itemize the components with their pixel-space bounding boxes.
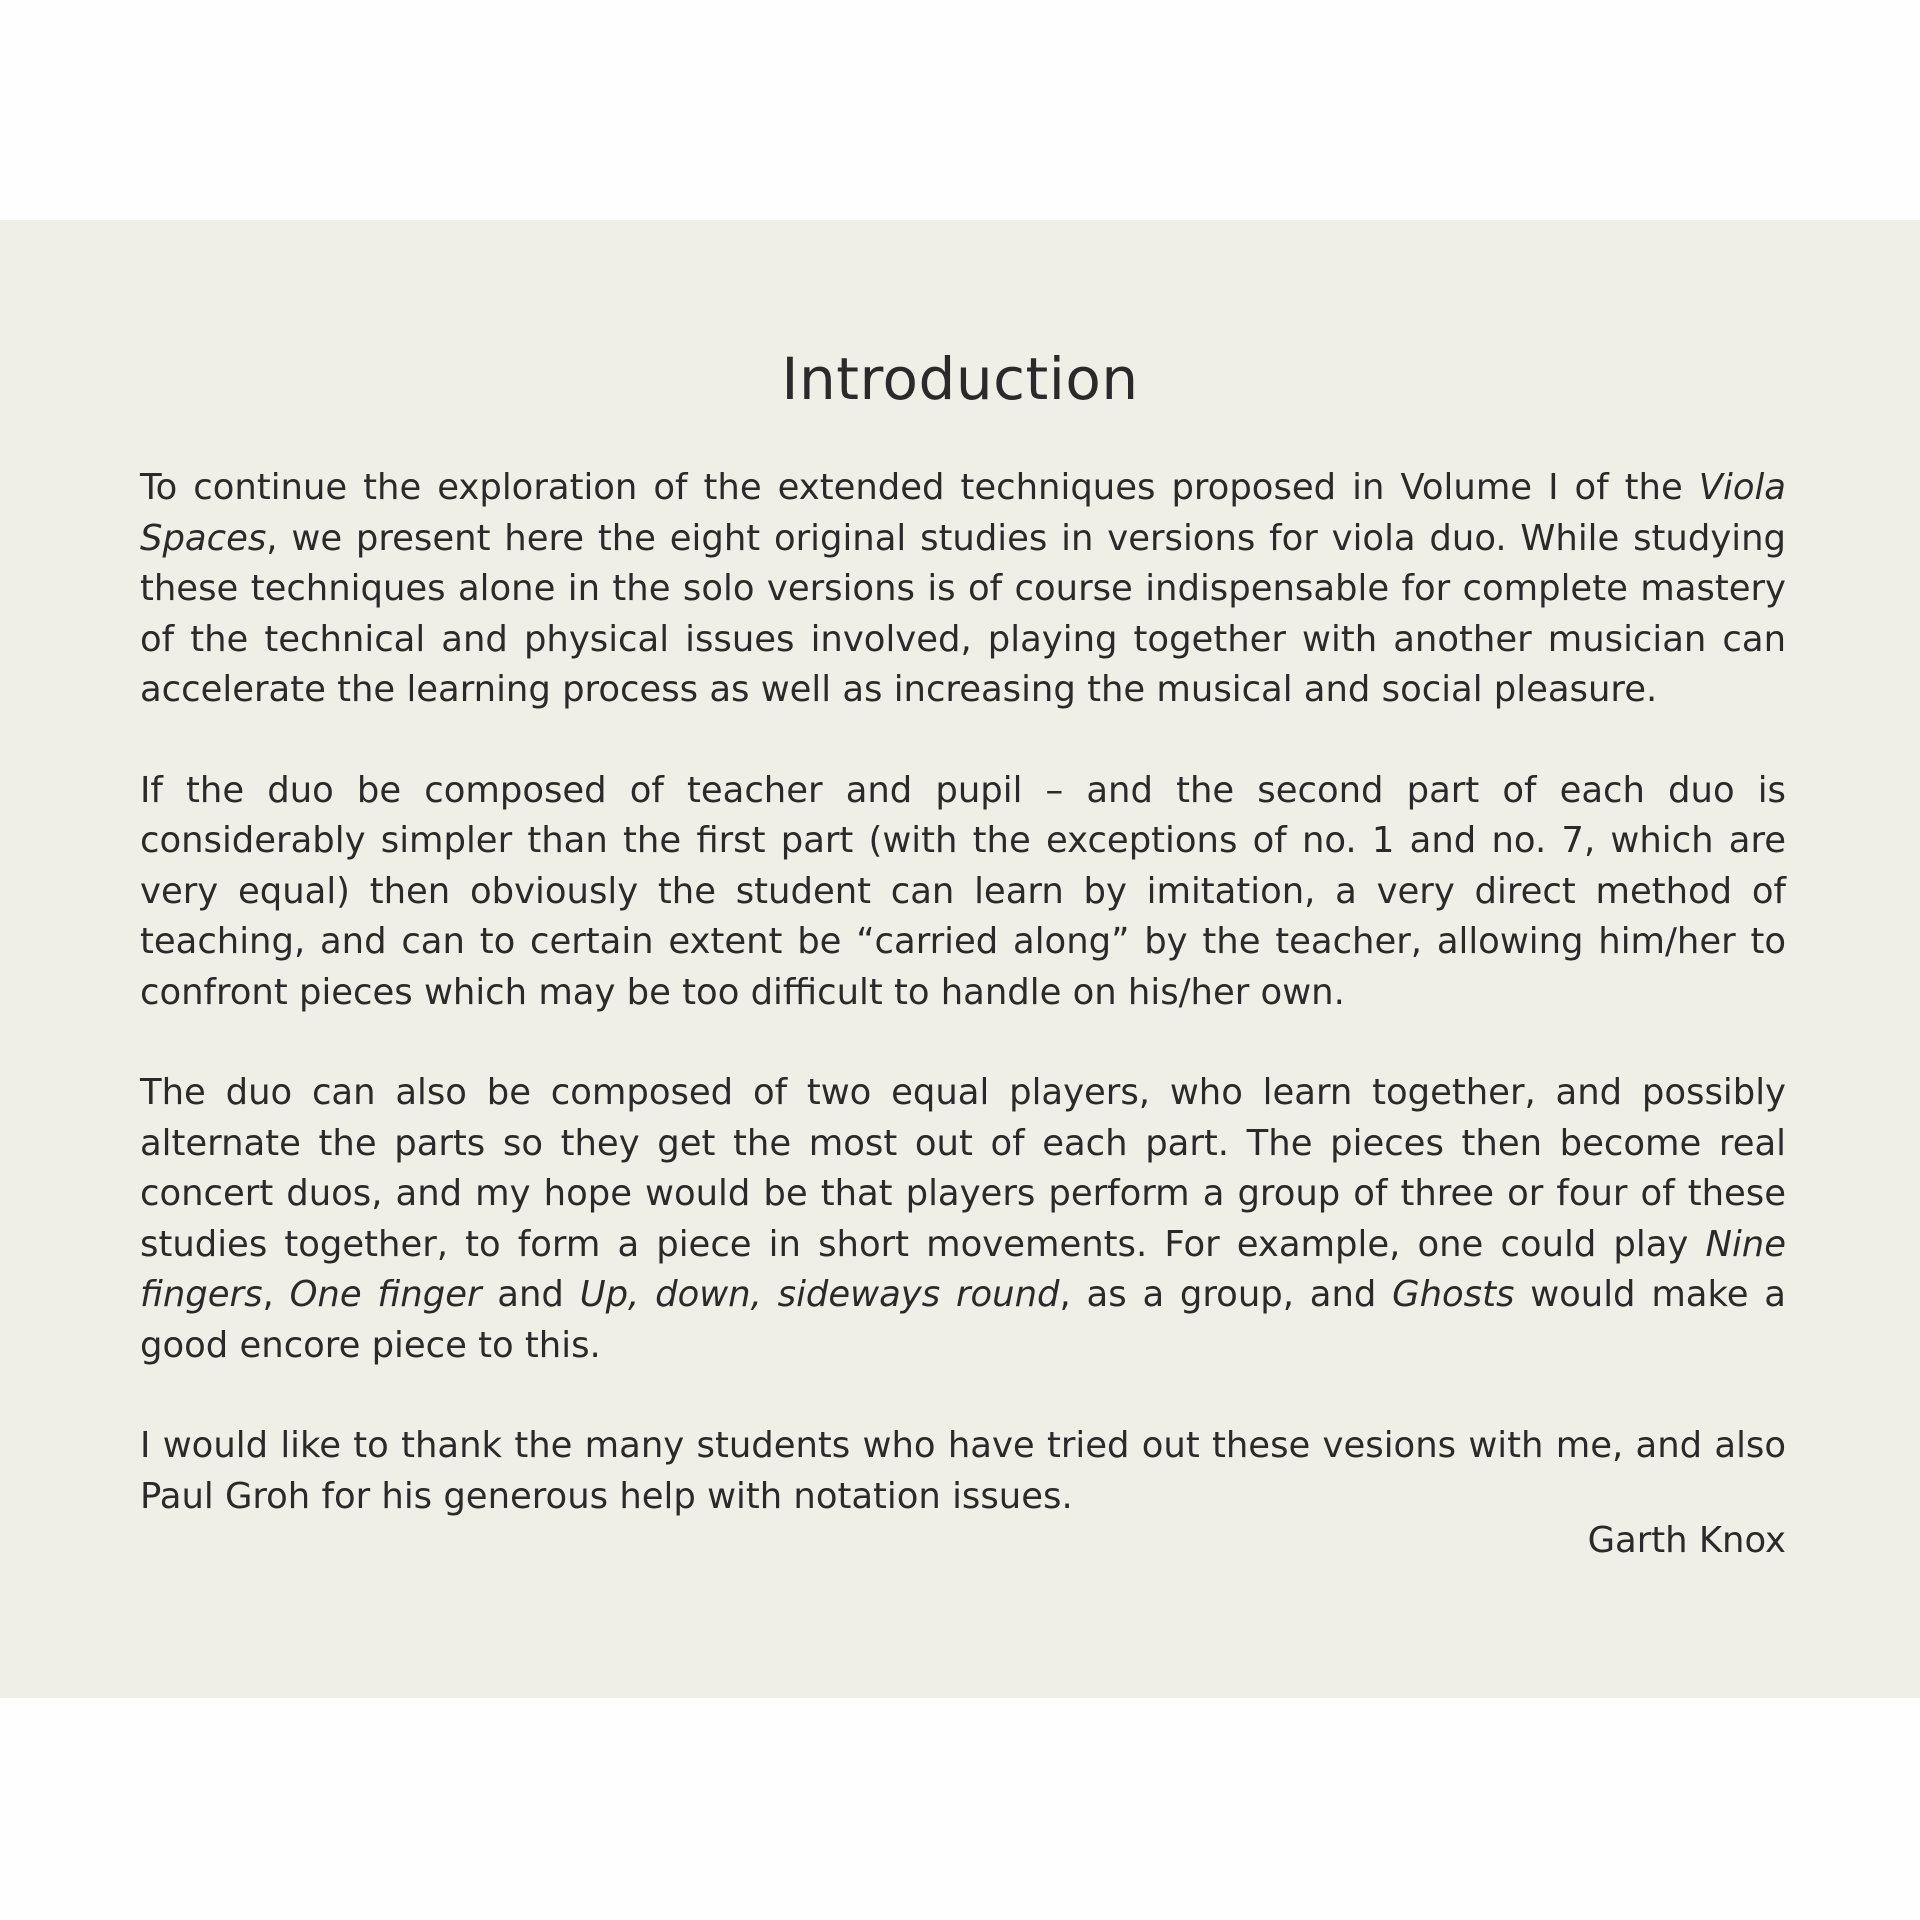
paragraph-4: [140, 1421, 1786, 1522]
paragraph-1: [140, 463, 1786, 716]
text-segment: If the duo be composed of teacher and pupil – and the second part of each duo is considerably simpler than the first part (with the exceptions of no. 1 and no. 7, which are very equal) then obviously the student can learn by imitation, a very direct method of teaching, and can to certain extent be “carried along” by the teacher, allowing him/her to confront pieces which may be too difficult to handle on his/her own.: [140, 769, 1786, 1013]
text-segment-italic: Viola Spaces: [140, 467, 1786, 559]
document-sheet: [0, 220, 1920, 1698]
text-segment: I would like to thank the many students who have tried out these vesions with me, and also Paul Groh for his generous help with notation issues.: [140, 1425, 1786, 1517]
author-signature: Garth Knox: [1587, 1520, 1786, 1561]
paragraph-3: [140, 1068, 1786, 1371]
text-segment-italic: Nine fingers: [140, 1223, 1786, 1315]
page-title: Introduction: [781, 345, 1139, 413]
body-text: [140, 463, 1786, 1572]
text-segment: To continue the exploration of the extended techniques proposed in Volume I of the: [140, 467, 1699, 508]
text-segment: , we present here the eight original studies in versions for viola duo. While studying these techniques alone in the solo versions is of course indispensable for complete mastery of the technical and physical issues involved, playing together with another musician can accelerate the learning process as well as increasing the musical and social pleasure.: [140, 517, 1786, 710]
text-segment: The duo can also be composed of two equal players, who learn together, and possibly alternate the parts so they get the most out of each part. The pieces then become real concert duos, and my hope would be that players perform a group of three or four of these studies together, to form a piece in short movements. For example, one could play: [140, 1072, 1786, 1265]
text-segment-italic: Ghosts: [1392, 1274, 1515, 1315]
text-segment-italic: Up, down, sideways round: [579, 1274, 1060, 1315]
text-segment: ,: [262, 1274, 290, 1315]
text-segment: and: [481, 1274, 580, 1315]
text-segment-italic: One finger: [289, 1274, 482, 1315]
text-segment: would make a good encore piece to this.: [140, 1274, 1786, 1366]
text-segment: , as a group, and: [1059, 1274, 1393, 1315]
paragraph-2: [140, 766, 1786, 1019]
